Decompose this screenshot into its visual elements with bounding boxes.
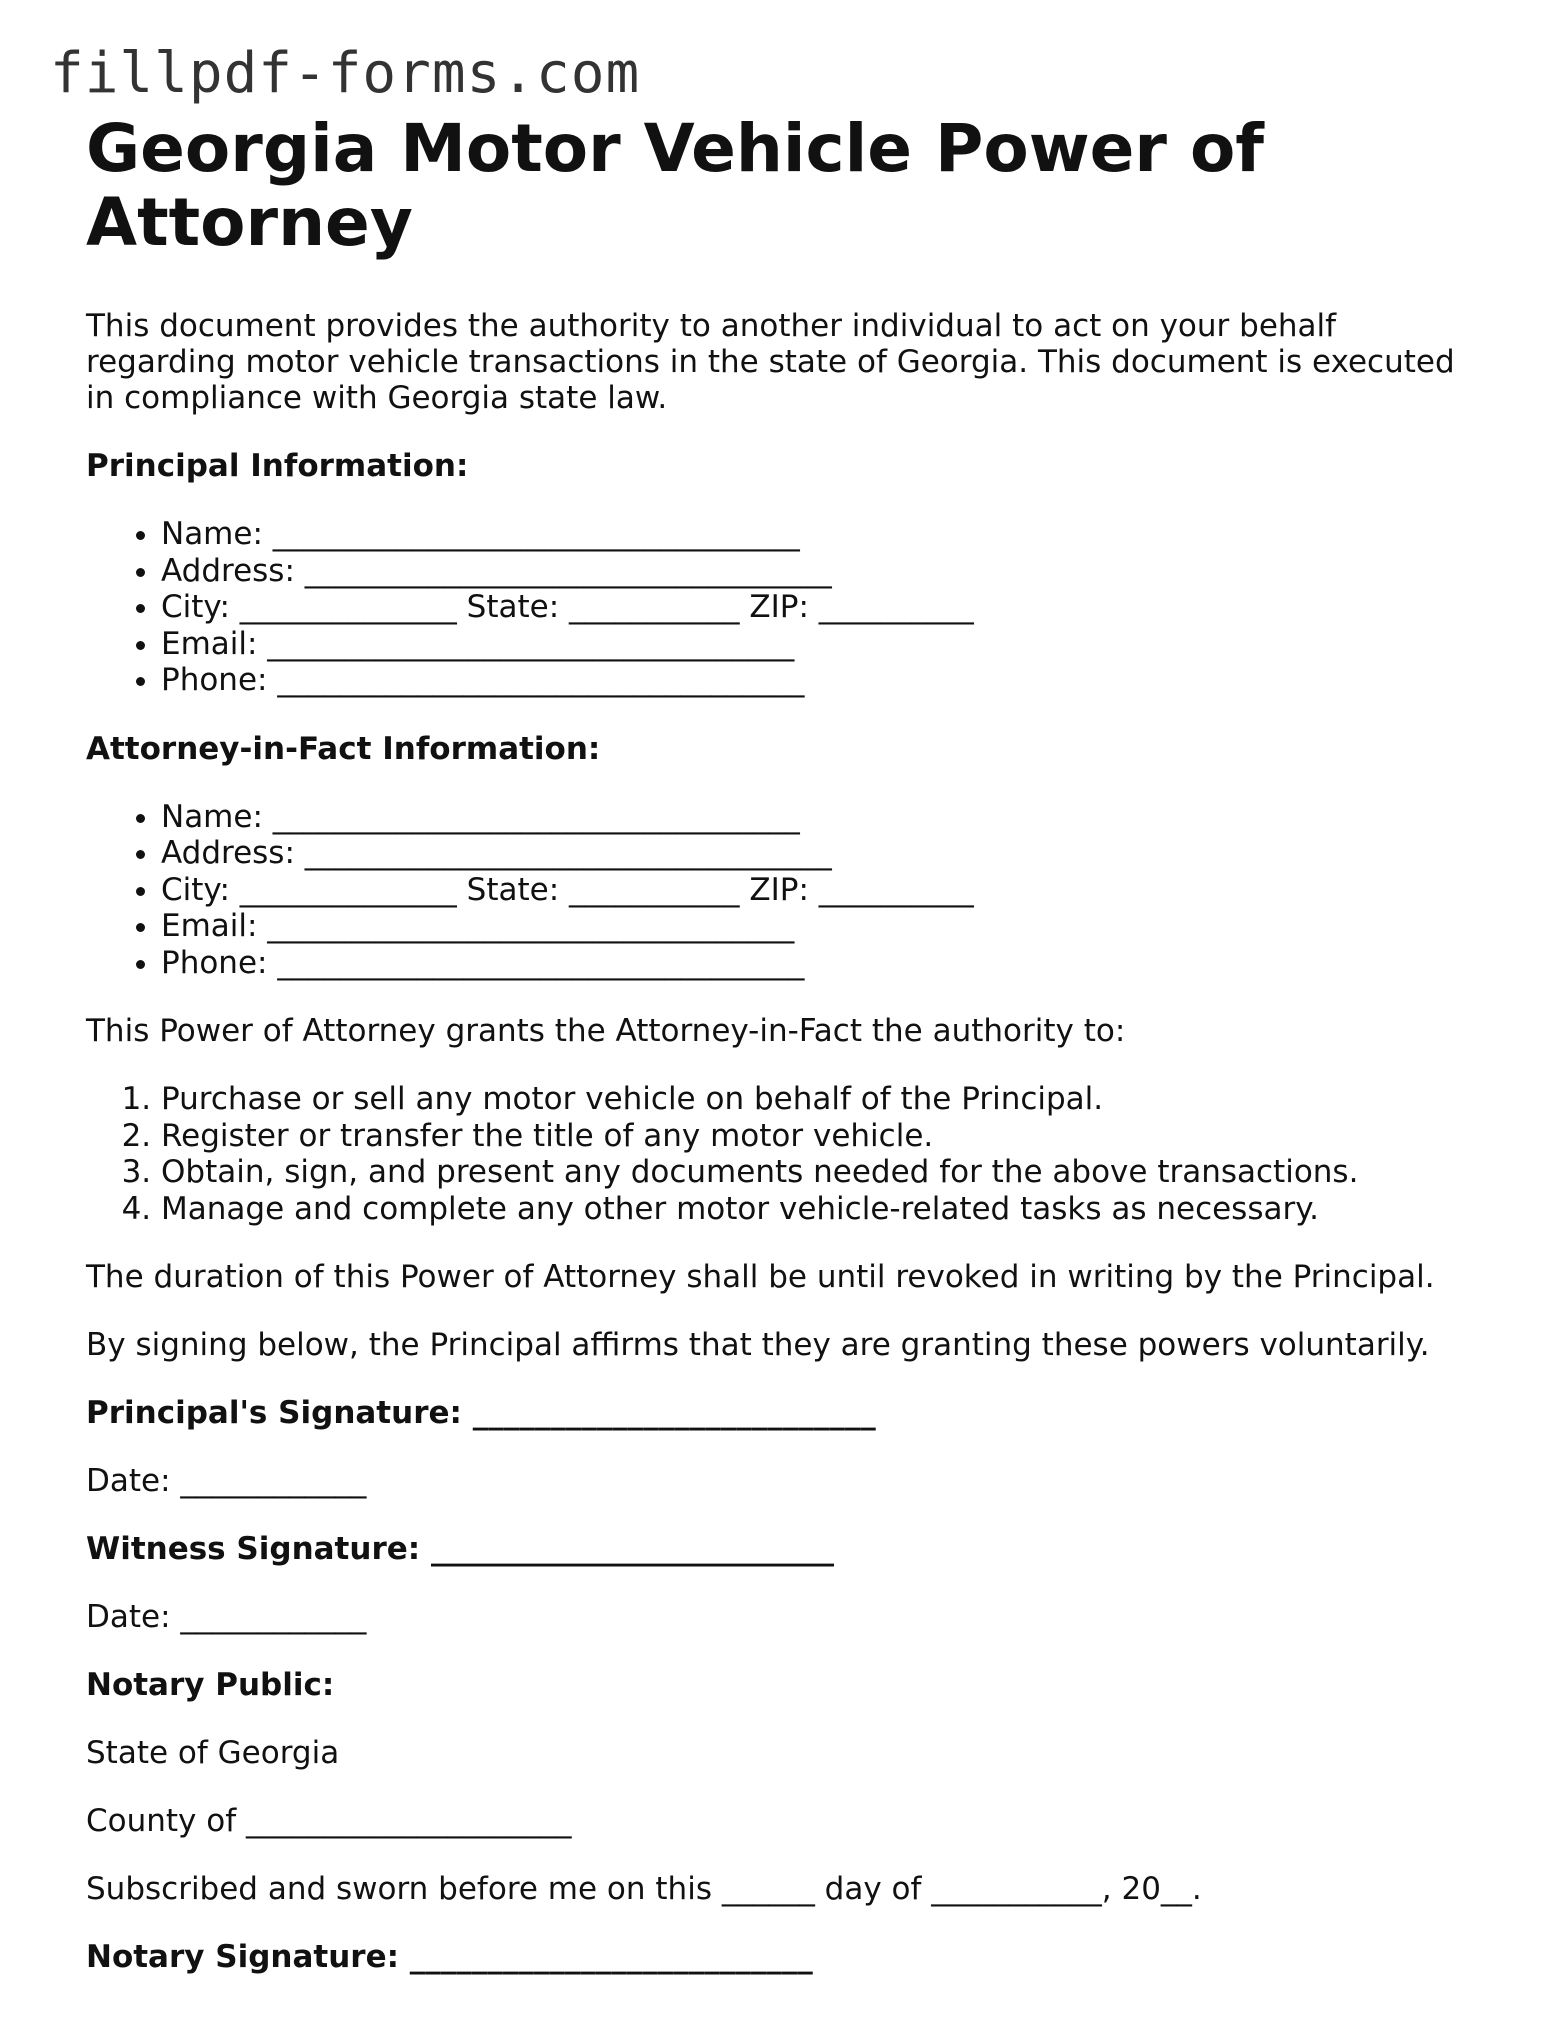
principal-info-heading: Principal Information: [86,448,469,484]
power-item: 4. Manage and complete any other motor vehicle-related tasks as necessary. [161,1191,1486,1228]
site-watermark: fillpdf-forms.com [50,41,641,106]
witness-signature-line[interactable]: Witness Signature: __________________________ [86,1531,834,1567]
principal-phone-field[interactable]: • Phone: __________________________________ [161,662,1486,699]
attorney-address-field[interactable]: • Address: __________________________________ [161,835,1486,872]
attorney-email-field[interactable]: • Email: __________________________________ [161,908,1486,945]
principal-signature-line[interactable]: Principal's Signature: __________________________ [86,1395,876,1431]
powers-list [86,1081,1486,1227]
grants-intro: This Power of Attorney grants the Attorney-in-Fact the authority to: [86,1013,1126,1049]
power-item: 1. Purchase or sell any motor vehicle on behalf of the Principal. [161,1081,1486,1118]
duration-paragraph: The duration of this Power of Attorney shall be until revoked in writing by the Principal. [86,1259,1435,1295]
affirmation-paragraph: By signing below, the Principal affirms that they are granting these powers voluntarily. [86,1327,1430,1363]
notary-signature-line[interactable]: Notary Signature: __________________________ [86,1939,813,1975]
witness-date-line[interactable]: Date: ____________ [86,1599,367,1635]
principal-address-field[interactable]: • Address: __________________________________ [161,553,1486,590]
attorney-info-list [86,799,1486,982]
attorney-name-field[interactable]: • Name: __________________________________ [161,799,1486,836]
notary-state: State of Georgia [86,1735,340,1771]
principal-city-state-zip-field[interactable]: • City: ______________ State: ___________ ZIP: __________ [161,589,1486,626]
attorney-city-state-zip-field[interactable]: • City: ______________ State: ___________ ZIP: __________ [161,872,1486,909]
notary-heading: Notary Public: [86,1667,335,1703]
attorney-info-heading: Attorney-in-Fact Information: [86,730,601,767]
document-page [86,112,1486,1975]
attorney-phone-field[interactable]: • Phone: __________________________________ [161,945,1486,982]
principal-info-list [86,516,1486,699]
document-title: Georgia Motor Vehicle Power of Attorney [86,110,1265,261]
notary-sworn-line[interactable]: Subscribed and sworn before me on this ______ day of ___________, 20__. [86,1871,1202,1907]
principal-date-line[interactable]: Date: ____________ [86,1463,367,1499]
power-item: 2. Register or transfer the title of any motor vehicle. [161,1118,1486,1155]
intro-paragraph: This document provides the authority to another individual to act on your behalf regarding motor vehicle transactions in the state of Georgia. This document is executed in compliance with Georgia state law. [86,308,1455,416]
power-item: 3. Obtain, sign, and present any documents needed for the above transactions. [161,1154,1486,1191]
notary-county-line[interactable]: County of _____________________ [86,1803,572,1839]
principal-name-field[interactable]: • Name: __________________________________ [161,516,1486,553]
principal-email-field[interactable]: • Email: __________________________________ [161,626,1486,663]
